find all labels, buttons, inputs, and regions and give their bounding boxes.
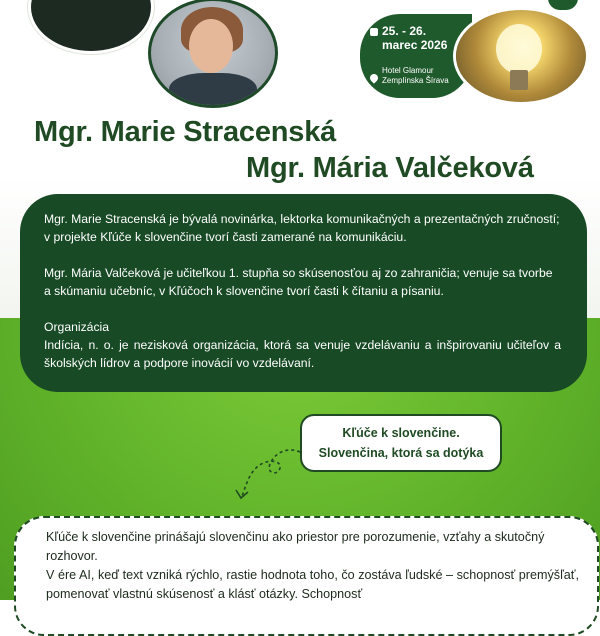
- event-venue-row: [370, 66, 449, 86]
- speaker-name-2: Mgr. Mária Valčeková: [246, 152, 534, 184]
- event-month-year: marec 2026: [382, 38, 448, 52]
- description-paragraph-2: V ére AI, keď text vzniká rýchlo, rastie hodnota toho, čo zostáva ľudské – schopnosť premýšľať, pomenovať vlastnú skúsenosť a klásť otázky. Schopnosť: [46, 568, 579, 601]
- bio-paragraph-2: Mgr. Mária Valčeková je učiteľkou 1. stupňa so skúsenosťou aj zo zahraničia; venuje sa tvorbe a skúmaniu učebníc, v Kľúčoch k slovenčine tvorí časti k čítaniu a písaniu.: [44, 266, 553, 298]
- bio-paragraph-1: Mgr. Marie Stracenská je bývalá novinárka, lektorka komunikačných a prezentačných zručností; v projekte Kľúče k slovenčine tvorí časti zamerané na komunikáciu.: [44, 212, 560, 244]
- light-bulb-image: [456, 10, 586, 102]
- event-date: 25. - 26.: [382, 24, 427, 38]
- bio-box: [20, 194, 587, 392]
- venue-line-2: Zemplínska Šírava: [382, 76, 449, 85]
- organization-text: Indícia, n. o. je nezisková organizácia, ktorá sa venuje vzdelávaniu a inšpirovaniu učiteľov a školských lídrov a podpore inovácií vo vzdelávaní.: [44, 338, 561, 370]
- event-date-text: [382, 24, 447, 52]
- bulb-glass: [496, 24, 542, 74]
- event-venue-text: [382, 66, 449, 86]
- speaker-name-1: Mgr. Marie Stracenská: [34, 116, 337, 148]
- tagline-line-2: Slovenčina, ktorá sa dotýka: [318, 446, 484, 460]
- description-box: [14, 516, 599, 636]
- bulb-base: [510, 70, 528, 90]
- organization-label: Organizácia: [44, 320, 110, 334]
- photo-body: [169, 73, 257, 108]
- tagline-line-1: Kľúče k slovenčine.: [342, 426, 460, 440]
- calendar-icon: [370, 28, 378, 36]
- venue-line-1: Hotel Glamour: [382, 66, 434, 75]
- photo-face: [189, 19, 233, 73]
- tagline-box: [300, 414, 502, 472]
- location-pin-icon: [368, 72, 379, 83]
- speaker-photo-2: [148, 0, 278, 108]
- description-paragraph-1: Kľúče k slovenčine prinášajú slovenčinu ako priestor pre porozumenie, vzťahy a skutočný rozhovor.: [46, 530, 545, 563]
- event-date-row: [370, 24, 447, 52]
- organization-section: [44, 318, 561, 372]
- dashed-swirl-arrow: [226, 440, 306, 510]
